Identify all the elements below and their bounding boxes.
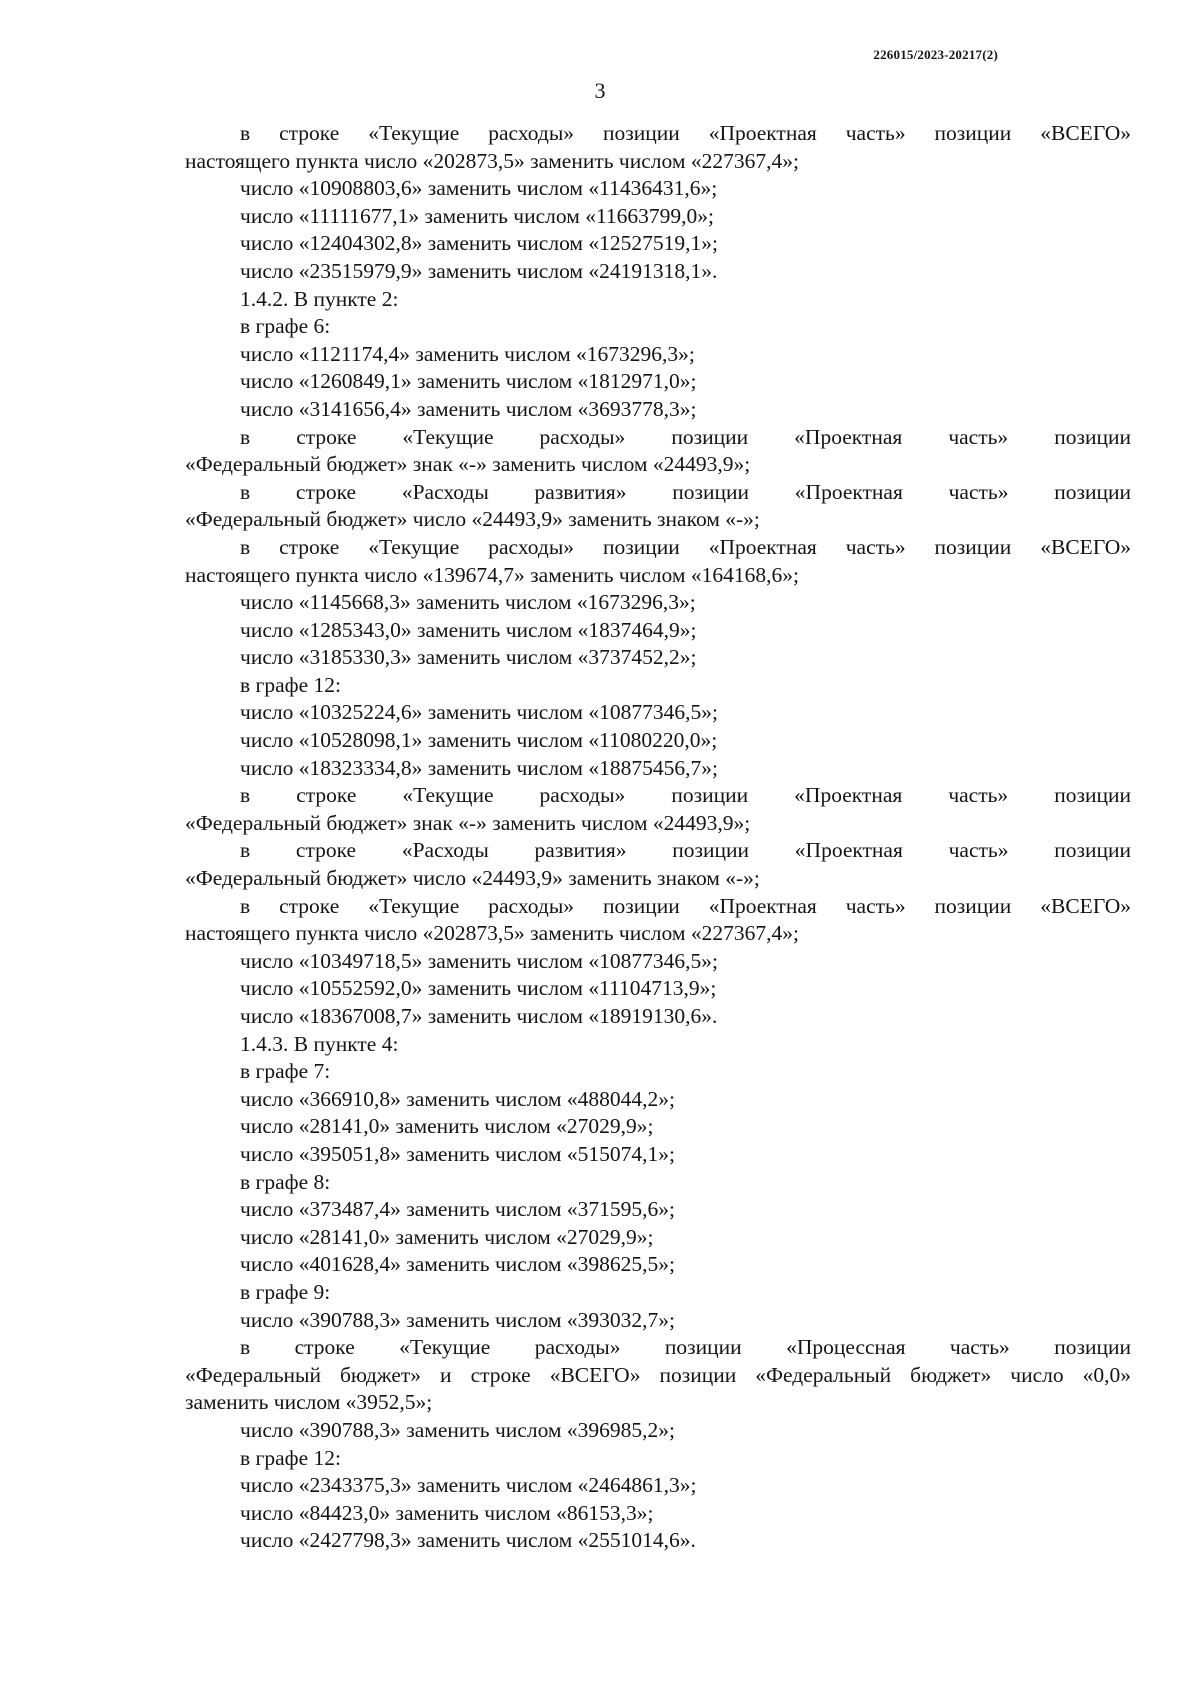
paragraph: [185, 1058, 1131, 1086]
paragraph: [185, 1141, 1131, 1169]
paragraph-continuation: [185, 562, 1131, 590]
paragraph-line: в графе 12:: [240, 1445, 341, 1470]
paragraph-line: число «18367008,7» заменить числом «18919130,6».: [240, 1004, 718, 1028]
paragraph-line: число «373487,4» заменить числом «371595,6»;: [240, 1197, 675, 1222]
paragraph-line: в графе 12:: [240, 672, 341, 697]
paragraph-line: число «3141656,4» заменить числом «3693778,3»;: [240, 396, 697, 421]
paragraph-line: число «84423,0» заменить числом «86153,3»;: [240, 1500, 654, 1525]
paragraph-line: число «395051,8» заменить числом «515074,1»;: [240, 1141, 675, 1166]
paragraph: [185, 534, 1131, 562]
paragraph: [185, 699, 1131, 727]
paragraph: [185, 1334, 1131, 1362]
paragraph-line: «Федеральный бюджет» число «24493,9» заменить знаком «-»;: [185, 866, 760, 891]
paragraph: [185, 589, 1131, 617]
paragraph-line: число «390788,3» заменить числом «396985,2»;: [240, 1417, 675, 1442]
paragraph-line: число «2427798,3» заменить числом «2551014,6».: [240, 1528, 696, 1553]
paragraph-line: в строке «Текущие расходы» позиции «Проектная часть» позиции: [240, 783, 1131, 808]
paragraph-line: в графе 7:: [240, 1059, 331, 1084]
paragraph-line: в графе 8:: [240, 1169, 331, 1194]
paragraph-line: число «1145668,3» заменить числом «1673296,3»;: [240, 590, 696, 615]
paragraph: [185, 313, 1131, 341]
paragraph: [185, 1086, 1131, 1114]
paragraph-line: настоящего пункта число «139674,7» заменить числом «164168,6»;: [185, 562, 799, 587]
paragraph-line: в строке «Расходы развития» позиции «Проектная часть» позиции: [240, 838, 1131, 863]
paragraph: [185, 1307, 1131, 1335]
paragraph-line: 1.4.2. В пункте 2:: [240, 286, 399, 311]
paragraph: [185, 396, 1131, 424]
paragraph-line: «Федеральный бюджет» знак «-» заменить числом «24493,9»;: [185, 810, 751, 835]
paragraph-continuation: [185, 920, 1131, 948]
paragraph: [185, 975, 1131, 1003]
paragraph-line: число «401628,4» заменить числом «398625,5»;: [240, 1252, 675, 1277]
paragraph: [185, 672, 1131, 700]
paragraph-line: число «1121174,4» заменить числом «1673296,3»;: [240, 341, 695, 366]
paragraph: [185, 837, 1131, 865]
paragraph-line: число «10325224,6» заменить числом «10877346,5»;: [240, 700, 718, 725]
paragraph-continuation: [185, 148, 1131, 176]
paragraph-line: число «11111677,1» заменить числом «11663799,0»;: [240, 203, 715, 228]
paragraph-line: настоящего пункта число «202873,5» заменить числом «227367,4»;: [185, 921, 799, 946]
paragraph-line: число «12404302,8» заменить числом «12527519,1»;: [240, 231, 718, 256]
section-heading: [185, 286, 1131, 314]
document-id: 226015/2023-20217(2): [873, 47, 998, 62]
paragraph-line: «Федеральный бюджет» и строке «ВСЕГО» позиции «Федеральный бюджет» число «0,0»: [185, 1362, 1131, 1387]
paragraph: [185, 1196, 1131, 1224]
paragraph-line: «Федеральный бюджет» число «24493,9» заменить знаком «-»;: [185, 507, 760, 532]
paragraph: [185, 175, 1131, 203]
page-number: 3: [594, 78, 606, 103]
paragraph-line: число «10528098,1» заменить числом «11080220,0»;: [240, 728, 718, 753]
paragraph-line: число «10552592,0» заменить числом «11104713,9»;: [240, 976, 717, 1001]
paragraph-line: в строке «Текущие расходы» позиции «Проектная часть» позиции «ВСЕГО»: [240, 534, 1131, 559]
paragraph-line: число «366910,8» заменить числом «488044,2»;: [240, 1086, 675, 1111]
paragraph-line: число «1260849,1» заменить числом «1812971,0»;: [240, 369, 697, 394]
paragraph: [185, 341, 1131, 369]
paragraph-line: «Федеральный бюджет» знак «-» заменить числом «24493,9»;: [185, 452, 751, 477]
paragraph-line: число «2343375,3» заменить числом «2464861,3»;: [240, 1473, 697, 1498]
paragraph: [185, 120, 1131, 148]
paragraph-continuation: [185, 451, 1131, 479]
document-body: [185, 120, 1131, 1555]
paragraph-line: в графе 6:: [240, 314, 331, 339]
paragraph-line: в строке «Расходы развития» позиции «Проектная часть» позиции: [240, 479, 1131, 504]
paragraph-line: число «3185330,3» заменить числом «3737452,2»;: [240, 645, 697, 670]
paragraph-continuation: [185, 506, 1131, 534]
paragraph-line: в строке «Текущие расходы» позиции «Процессная часть» позиции: [240, 1335, 1131, 1360]
paragraph: [185, 1500, 1131, 1528]
paragraph: [185, 755, 1131, 783]
paragraph-line: настоящего пункта число «202873,5» заменить числом «227367,4»;: [185, 148, 799, 173]
paragraph: [185, 1417, 1131, 1445]
paragraph: [185, 727, 1131, 755]
paragraph-line: в строке «Текущие расходы» позиции «Проектная часть» позиции «ВСЕГО»: [240, 121, 1131, 145]
paragraph-line: число «390788,3» заменить числом «393032,7»;: [240, 1307, 675, 1332]
paragraph: [185, 1169, 1131, 1197]
paragraph-line: число «18323334,8» заменить числом «18875456,7»;: [240, 755, 718, 780]
paragraph: [185, 1224, 1131, 1252]
paragraph-line: число «28141,0» заменить числом «27029,9»;: [240, 1114, 654, 1139]
paragraph: [185, 230, 1131, 258]
paragraph-continuation: [185, 810, 1131, 838]
paragraph: [185, 782, 1131, 810]
paragraph-continuation: [185, 865, 1131, 893]
paragraph: [185, 1003, 1131, 1031]
paragraph: [185, 1527, 1131, 1555]
paragraph: [185, 258, 1131, 286]
paragraph: [185, 1445, 1131, 1473]
paragraph-line: в строке «Текущие расходы» позиции «Проектная часть» позиции: [240, 424, 1131, 449]
paragraph: [185, 1472, 1131, 1500]
paragraph-continuation: [185, 1362, 1131, 1390]
paragraph: [185, 1279, 1131, 1307]
paragraph: [185, 368, 1131, 396]
paragraph-line: число «1285343,0» заменить числом «1837464,9»;: [240, 617, 697, 642]
paragraph-line: число «23515979,9» заменить числом «24191318,1».: [240, 258, 718, 283]
paragraph: [185, 1113, 1131, 1141]
paragraph-line: число «10349718,5» заменить числом «10877346,5»;: [240, 948, 718, 973]
paragraph: [185, 479, 1131, 507]
paragraph-continuation: [185, 1389, 1131, 1417]
paragraph-line: число «10908803,6» заменить числом «11436431,6»;: [240, 176, 718, 201]
paragraph-line: в строке «Текущие расходы» позиции «Проектная часть» позиции «ВСЕГО»: [240, 893, 1131, 918]
paragraph-line: число «28141,0» заменить числом «27029,9»;: [240, 1224, 654, 1249]
paragraph-line: заменить числом «3952,5»;: [185, 1390, 433, 1415]
paragraph-line: 1.4.3. В пункте 4:: [240, 1031, 399, 1056]
section-heading: [185, 1031, 1131, 1059]
paragraph: [185, 424, 1131, 452]
paragraph: [185, 1251, 1131, 1279]
paragraph: [185, 617, 1131, 645]
paragraph: [185, 948, 1131, 976]
paragraph: [185, 644, 1131, 672]
paragraph: [185, 893, 1131, 921]
paragraph-line: в графе 9:: [240, 1279, 331, 1304]
paragraph: [185, 203, 1131, 231]
